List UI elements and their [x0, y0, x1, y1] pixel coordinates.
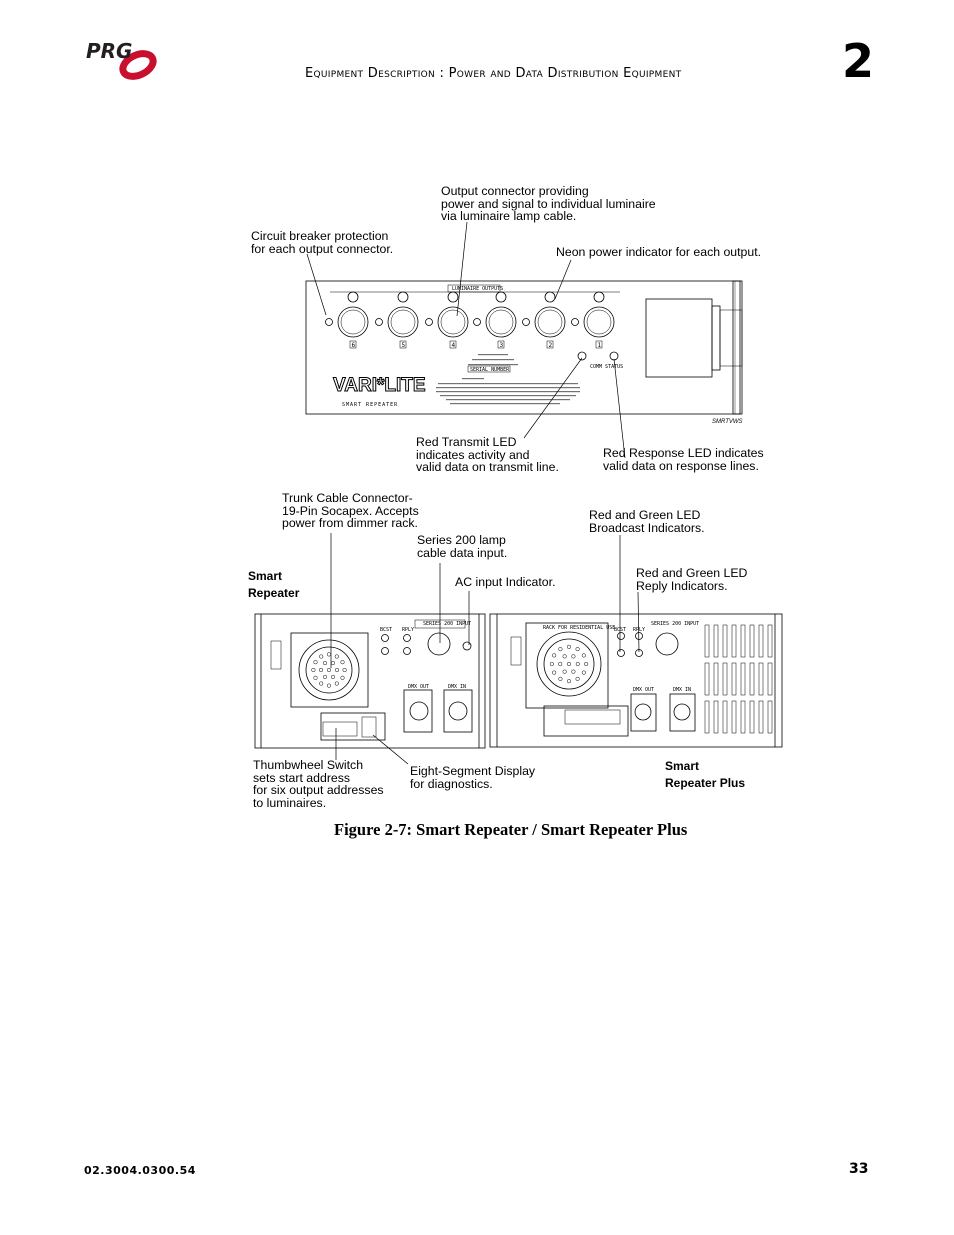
output-number: 5 [401, 342, 406, 349]
logo-text: PRG [86, 39, 133, 63]
callout-circuit-breaker: Circuit breaker protection for each output connector. [251, 229, 394, 256]
callout-ac-input: AC input Indicator. [455, 575, 556, 589]
page-header-title: Equipment Description : Power and Data Distribution Equipment [305, 66, 682, 81]
serial-number-text: SERIAL NUMBER [470, 367, 510, 373]
callout-trunk-cable: Trunk Cable Connector- 19-Pin Socapex. Accepts power from dimmer rack. [282, 491, 419, 530]
luminaire-outputs-text: LUMINAIRE OUTPUTS [452, 286, 504, 292]
page-number: 33 [849, 1161, 869, 1177]
callout-thumbwheel: Thumbwheel Switch sets start address for six output addresses to luminaires. [253, 758, 384, 810]
output-number: 3 [499, 342, 504, 349]
output-number: 6 [351, 342, 356, 349]
vari-lite-brand: VARI*LITE [333, 375, 426, 396]
callout-series200: Series 200 lamp cable data input. [417, 533, 508, 560]
callout-red-transmit: Red Transmit LED indicates activity and valid data on transmit line. [416, 435, 559, 474]
neon-indicator [545, 292, 555, 302]
series-200-input-plus-text: SERIES 200 INPUT [651, 621, 700, 627]
circuit-breaker [523, 319, 530, 326]
rply-left-text: RPLY [402, 627, 415, 633]
unit-label-smart-repeater-plus: Smart Repeater Plus [665, 759, 746, 790]
output-connector [338, 307, 368, 337]
dmx-in-left-text: DMX IN [448, 684, 467, 690]
bcst-right-text: BCST [614, 627, 627, 633]
output-connector [486, 307, 516, 337]
rack-input-text: RACK FOR RESIDENTIAL USE [543, 625, 616, 631]
circuit-breaker [572, 319, 579, 326]
callout-eight-segment: Eight-Segment Display for diagnostics. [410, 764, 536, 791]
output-connector [584, 307, 614, 337]
circuit-breaker [426, 319, 433, 326]
circuit-breaker [376, 319, 383, 326]
output-number: 1 [597, 342, 602, 349]
chapter-number: 2 [842, 34, 875, 88]
neon-indicator [496, 292, 506, 302]
smart-repeater-model: SMART REPEATER [342, 402, 399, 408]
dmx-out-right-text: DMX OUT [633, 687, 655, 693]
neon-indicator [398, 292, 408, 302]
comm-status-text: COMM STATUS [590, 364, 624, 370]
callout-broadcast: Red and Green LED Broadcast Indicators. [589, 508, 705, 535]
unit-label-smart-repeater: Smart Repeater [248, 569, 300, 600]
rply-right-text: RPLY [633, 627, 646, 633]
circuit-breaker [474, 319, 481, 326]
drawing-code: SMRTVWS [712, 419, 743, 425]
output-connector [535, 307, 565, 337]
output-number: 4 [451, 342, 456, 349]
neon-indicator [448, 292, 458, 302]
callout-red-response: Red Response LED indicates valid data on response lines. [603, 446, 764, 473]
callout-reply: Red and Green LED Reply Indicators. [636, 566, 748, 593]
output-connector [388, 307, 418, 337]
output-number: 2 [548, 342, 553, 349]
dmx-in-right-text: DMX IN [673, 687, 692, 693]
neon-indicator [348, 292, 358, 302]
dmx-out-left-text: DMX OUT [408, 684, 430, 690]
prg-logo [84, 38, 164, 82]
output-connector [438, 307, 468, 337]
callout-neon-indicator: Neon power indicator for each output. [556, 245, 762, 259]
series-200-input-text: SERIES 200 INPUT [423, 621, 472, 627]
figure-caption: Figure 2-7: Smart Repeater / Smart Repeater Plus [334, 820, 688, 839]
neon-indicator [594, 292, 604, 302]
doc-number: 02.3004.0300.54 [84, 1164, 196, 1177]
callout-output-connector: Output connector providing power and signal to individual luminaire via luminaire lamp cable. [441, 184, 656, 223]
bcst-left-text: BCST [380, 627, 393, 633]
circuit-breaker [326, 319, 333, 326]
